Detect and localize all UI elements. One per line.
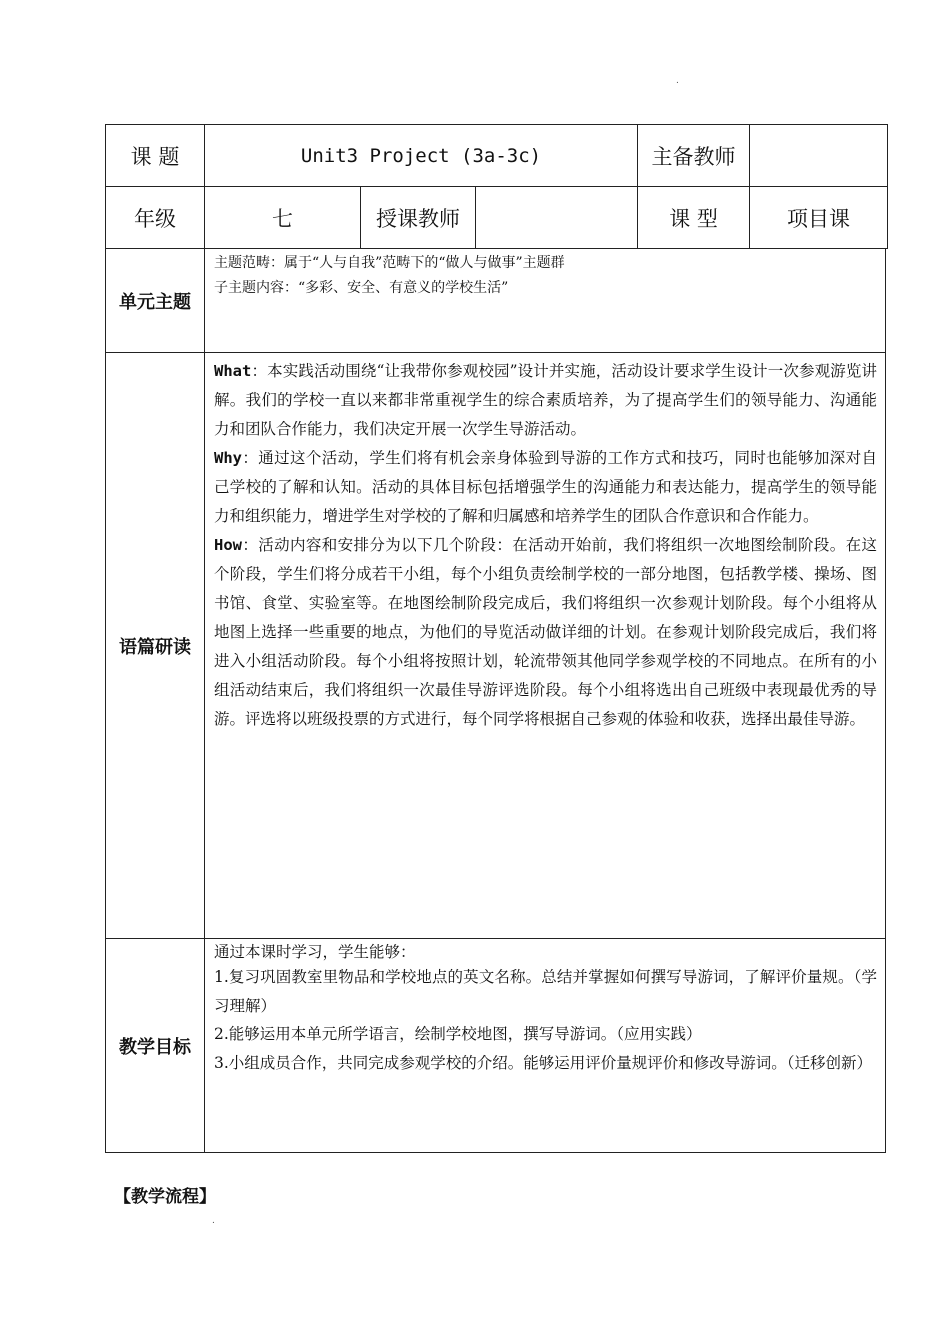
unit-theme-line: 主题范畴：属于“人与自我”范畴下的“做人与做事”主题群 xyxy=(214,255,565,271)
what-paragraph xyxy=(214,357,877,444)
how-text: ：活动内容和安排分为以下几个阶段：在活动开始前，我们将组织一次地图绘制阶段。在这个阶段，学生们将分成若干小组，每个小组负责绘制学校的一部分地图，包括教学楼、操场、图书馆、食堂、实验室等。在地图绘制阶段完成后，我们将组织一次参观计划阶段。每个小组将从地图上选择一些重要的地点，为他们的导览活动做详细的计划。在参观计划阶段完成后，我们将进入小组活动阶段。每个小组将按照计划，轮流带领其他同学参观学校的不同地点。在所有的小组活动结束后，我们将组织一次最佳导游评选阶段。每个小组将选出自己班级中表现最优秀的导游。评选将以班级投票的方式进行，每个同学将根据自己参观的体验和收获，选择出最佳导游。 xyxy=(214,536,877,728)
unit-theme-line: 子主题内容：“多彩、安全、有意义的学校生活” xyxy=(214,280,509,296)
unit-theme-label: 单元主题 xyxy=(106,249,205,353)
teaching-goals-content xyxy=(205,939,886,1153)
teaching-goal-item: 1.复习巩固教室里物品和学校地点的英文名称。总结并掌握如何撰写导游词，了解评价量规。（学习理解） xyxy=(214,968,877,1015)
unit-theme-row xyxy=(106,249,886,353)
teaching-goal-item: 3.小组成员合作，共同完成参观学校的介绍。能够运用评价量规评价和修改导游词。（迁移创新） xyxy=(214,1053,873,1072)
decorative-dot: . xyxy=(212,1216,215,1226)
how-key: How xyxy=(214,536,242,554)
topic-value: Unit3 Project (3a-3c) xyxy=(205,125,638,187)
decorative-dot: . xyxy=(676,76,679,86)
what-key: What xyxy=(214,362,252,380)
teacher-label: 授课教师 xyxy=(361,187,476,249)
type-value: 项目课 xyxy=(750,187,888,249)
lesson-body-table xyxy=(105,248,886,1153)
teaching-goals-label: 教学目标 xyxy=(106,939,205,1153)
grade-value: 七 xyxy=(205,187,361,249)
text-study-content xyxy=(205,353,886,939)
teaching-goal-item: 2.能够运用本单元所学语言，绘制学校地图，撰写导游词。（应用实践） xyxy=(214,1025,702,1043)
why-text: ：通过这个活动，学生们将有机会亲身体验到导游的工作方式和技巧，同时也能够加深对自己学校的了解和认知。活动的具体目标包括增强学生的沟通能力和表达能力，提高学生的领导能力和组织能力，增进学生对学校的了解和归属感和培养学生的团队合作意识和合作能力。 xyxy=(214,449,877,525)
lead-teacher-value xyxy=(750,125,888,187)
text-study-row xyxy=(106,353,886,939)
section-title: 【教学流程】 xyxy=(114,1187,216,1207)
teaching-goals-row xyxy=(106,939,886,1153)
grade-label: 年级 xyxy=(106,187,205,249)
why-key: Why xyxy=(214,449,242,467)
teaching-goals-intro: 通过本课时学习，学生能够： xyxy=(214,943,416,961)
teacher-value xyxy=(476,187,638,249)
unit-theme-content xyxy=(205,249,886,353)
topic-label: 课 题 xyxy=(106,125,205,187)
header-row-2 xyxy=(106,187,888,249)
what-text: ：本实践活动围绕“让我带你参观校园”设计并实施，活动设计要求学生设计一次参观游览讲解。我们的学校一直以来都非常重视学生的综合素质培养，为了提高学生们的领导能力、沟通能力和团队合作能力，我们决定开展一次学生导游活动。 xyxy=(214,362,877,438)
header-row-1 xyxy=(106,125,888,187)
lesson-header-table xyxy=(105,124,888,249)
why-paragraph xyxy=(214,444,877,531)
lead-teacher-label: 主备教师 xyxy=(638,125,750,187)
type-label: 课 型 xyxy=(638,187,750,249)
how-paragraph xyxy=(214,531,877,734)
text-study-label: 语篇研读 xyxy=(106,353,205,939)
